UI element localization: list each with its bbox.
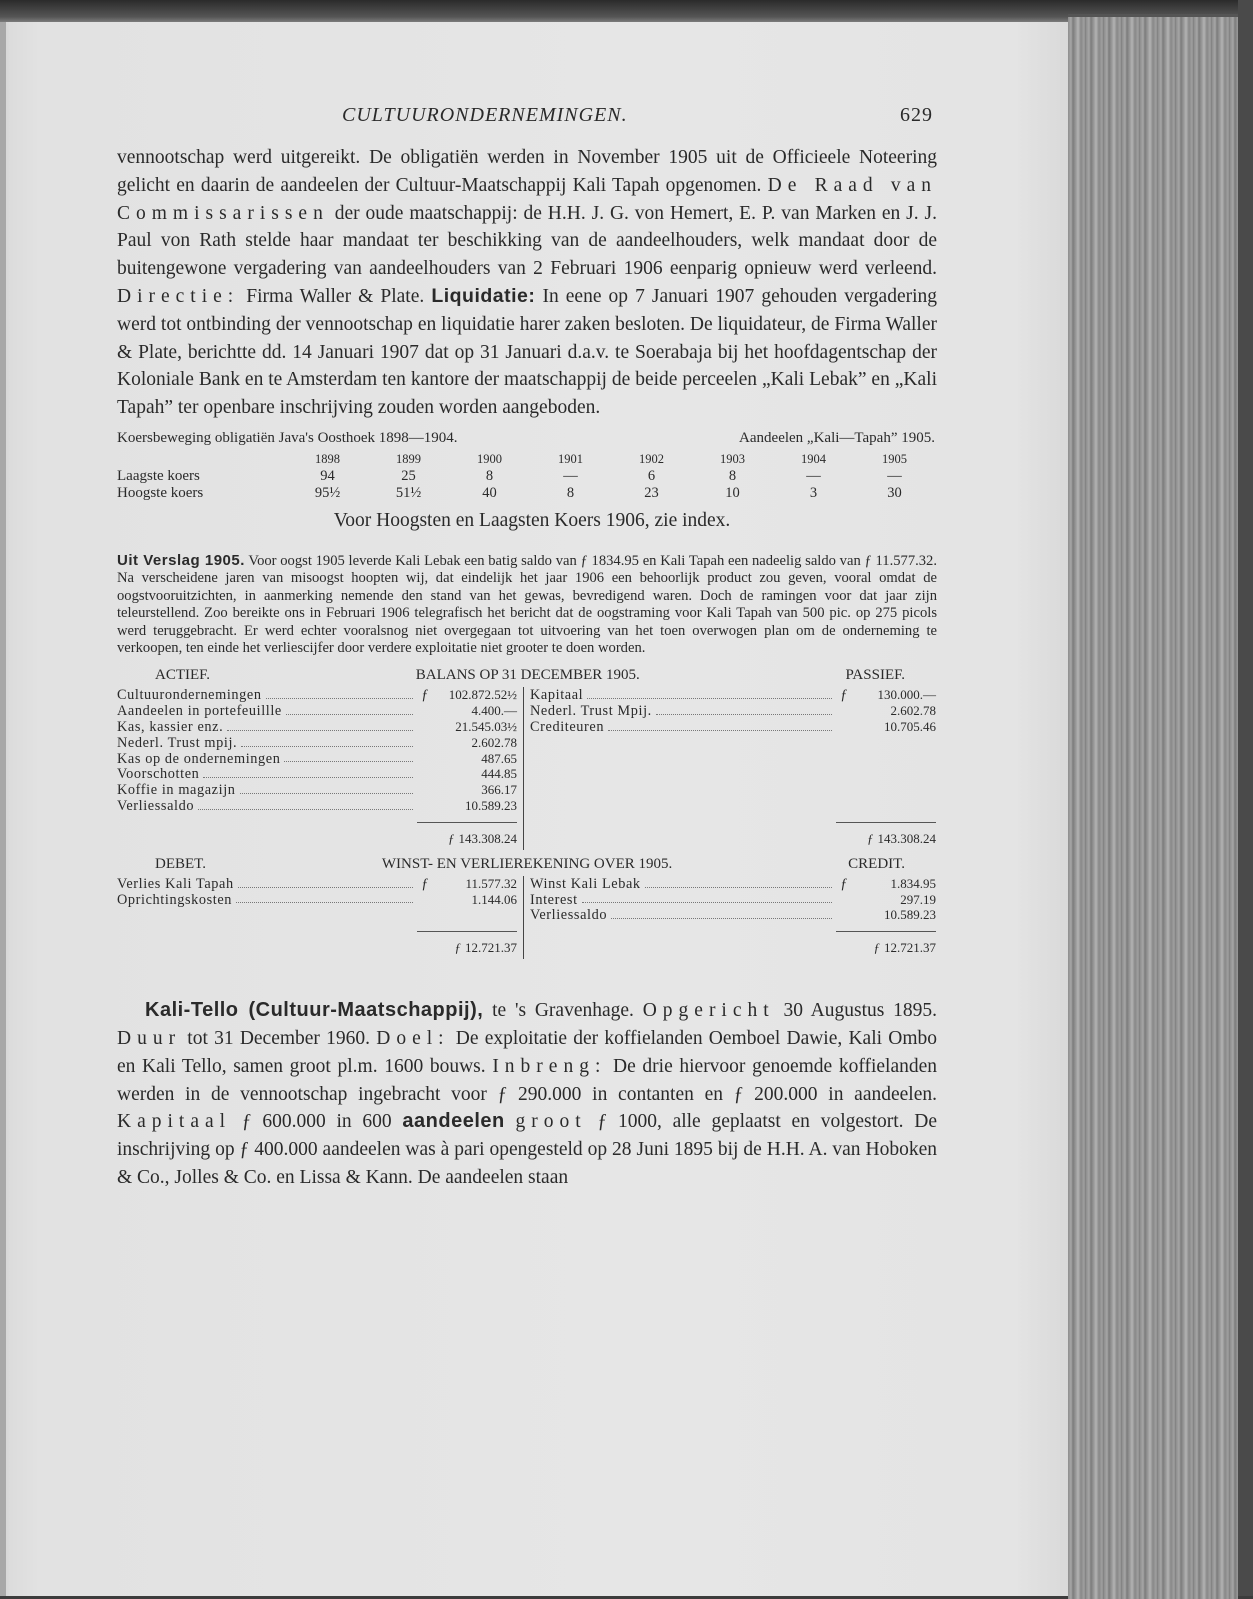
page-content <box>117 100 937 1192</box>
koers-cell: 30 <box>887 484 902 501</box>
report-1905 <box>117 552 937 657</box>
row-label: Laagste koers <box>117 467 200 484</box>
ledger-label: Koffie in magazijn <box>117 782 236 799</box>
year-cell: 1900 <box>477 451 502 466</box>
directie-text: Firma Waller & Plate. <box>246 285 425 307</box>
koers-cell: 40 <box>482 484 497 501</box>
actief-column <box>117 687 524 849</box>
kapitaal-text: ƒ 600.000 in 600 <box>241 1111 392 1133</box>
company-name: Kali-Tello (Cultuur-Maatschappij), <box>145 999 484 1022</box>
ledger-amount: 10.705.46 <box>884 719 936 734</box>
leader-dots <box>286 703 413 715</box>
ledger-amount: 102.872.52½ <box>448 687 517 703</box>
running-head <box>117 100 937 130</box>
liquidatie-text: In eene op 7 Januari 1907 gehouden vergadering werd tot ontbinding der vennootschap en liquidatie harer zaken besloten. De liquidateur, de Firma Waller & Plate, berichtte dd. 14 Januari 1907 dat op 31 Januari d.a.v. te Soerabaja bij het hoofdagentschap der Koloniale Bank en te Amsterdam ten kantore der maatschappij de beide perceelen „Kali Lebak” en „Kali Tapah” ter openbare inschrijving zouden worden aangeboden. <box>117 285 938 419</box>
ledger-row <box>117 719 517 735</box>
profit-loss-header <box>117 856 937 876</box>
koers-table <box>117 451 935 502</box>
total-amount: 143.308.24 <box>458 830 517 846</box>
balance-header <box>117 667 937 687</box>
running-title: CULTUURONDERNEMINGEN. <box>342 104 628 126</box>
ledger-row <box>117 892 517 908</box>
currency-symbol: ƒ <box>840 687 848 704</box>
ledger-label: Voorschotten <box>117 766 200 783</box>
page-number: 629 <box>900 104 933 126</box>
ledger-label: Verlies Kali Tapah <box>117 875 234 892</box>
credit-column <box>524 876 936 959</box>
passief-column <box>524 687 936 849</box>
ledger-total <box>117 828 517 850</box>
doel-text: De exploitatie der koffielanden Oemboel Dawie, Kali Ombo en Kali Tello, samen groot pl.m. 1600 bouws. <box>117 1027 938 1077</box>
ledger-row <box>530 892 936 908</box>
koers-cell: — <box>806 467 821 484</box>
scan-top-edge <box>0 0 1253 24</box>
inbreng-label: Inbreng: <box>492 1055 607 1077</box>
year-cell: 1905 <box>882 451 907 466</box>
leader-dots <box>582 892 832 904</box>
ledger-amount: 1.144.06 <box>471 891 517 907</box>
profit-loss-grid <box>117 876 937 959</box>
book-page-edges <box>1068 14 1238 1599</box>
ledger-label: Kas op de ondernemingen <box>117 750 281 767</box>
year-cell: 1904 <box>801 451 826 466</box>
koers-cell: 8 <box>728 467 737 484</box>
koers-cell: 95½ <box>314 484 341 501</box>
ledger-total <box>530 937 936 959</box>
leader-dots <box>611 907 832 919</box>
credit-heading: CREDIT. <box>848 855 905 872</box>
total-amount: 12.721.37 <box>884 940 936 956</box>
entry-kali-tello <box>117 997 937 1192</box>
koers-cell: 6 <box>647 467 656 484</box>
ledger-amount: 4.400.— <box>471 703 517 719</box>
ledger-row <box>117 703 517 719</box>
ledger-amount: 297.19 <box>900 891 936 907</box>
ledger-label: Crediteuren <box>530 719 605 735</box>
ledger-row <box>117 782 517 798</box>
ledger-label: Interest <box>530 891 578 908</box>
year-cell: 1903 <box>720 451 745 466</box>
rest-text: ƒ 1000, alle geplaatst en volgestort. De inschrijving op ƒ 400.000 aandeelen was à pari opengesteld op 28 Juni 1895 bij de H.H. A. van Hoboken & Co., Jolles & Co. en Lissa & Kann. De aandeelen staan <box>117 1111 938 1188</box>
total-amount: 143.308.24 <box>877 830 936 846</box>
ledger-amount: 2.602.78 <box>471 734 517 750</box>
ledger-row <box>117 687 517 703</box>
directie-label: Directie: <box>117 285 240 307</box>
currency-symbol: ƒ <box>448 830 455 846</box>
actief-heading: ACTIEF. <box>155 667 211 684</box>
kapitaal-label: Kapitaal <box>117 1111 232 1133</box>
duur-text: tot 31 December 1960. <box>187 1027 371 1049</box>
koers-cell: — <box>563 467 578 484</box>
ledger-label: Verliessaldo <box>117 797 195 814</box>
leader-dots <box>240 782 413 794</box>
koers-cell: 51½ <box>395 484 422 501</box>
leader-dots <box>203 766 413 778</box>
table-row <box>117 468 935 485</box>
koers-year-row <box>117 451 935 468</box>
leader-dots <box>645 876 832 888</box>
koers-cell: 25 <box>401 467 416 484</box>
leader-dots <box>587 687 832 699</box>
company-location: te 's Gravenhage. <box>492 1000 634 1022</box>
koers-cell: 94 <box>320 467 335 484</box>
ledger-amount: 2.602.78 <box>890 703 936 719</box>
ledger-amount: 21.545.03½ <box>455 719 517 734</box>
ledger-amount: 10.589.23 <box>884 907 936 923</box>
koers-cell: 8 <box>485 467 494 484</box>
sum-rule <box>530 923 936 937</box>
raad-label: De Raad van Commissarissen <box>117 174 938 224</box>
debet-column <box>117 876 524 959</box>
groot-label: groot <box>515 1111 587 1133</box>
ledger-amount: 11.577.32 <box>465 875 517 891</box>
ledger-amount: 130.000.— <box>877 687 936 703</box>
ledger-row <box>530 703 936 719</box>
ledger-amount: 444.85 <box>481 766 517 782</box>
ledger-label: Verliessaldo <box>530 907 608 924</box>
ledger-total <box>530 828 936 850</box>
liquidatie-label: Liquidatie: <box>431 284 536 307</box>
koers-cell: 23 <box>644 484 659 501</box>
ledger-label: Cultuurondernemingen <box>117 687 262 704</box>
ledger-label: Winst Kali Lebak <box>530 875 641 892</box>
ledger-amount: 10.589.23 <box>465 797 517 813</box>
profit-loss-account <box>117 856 937 959</box>
ledger-row <box>117 735 517 751</box>
ledger-amount: 487.65 <box>481 750 517 766</box>
koers-caption-right: Aandeelen „Kali—Tapah” 1905. <box>739 429 935 446</box>
ledger-row <box>530 687 936 703</box>
duur-label: Duur <box>117 1027 182 1049</box>
koers-caption <box>117 430 935 447</box>
total-amount: 12.721.37 <box>465 940 517 956</box>
book-cover-edge <box>1238 0 1253 1596</box>
leader-dots <box>656 703 832 715</box>
leader-dots <box>236 892 413 904</box>
leader-dots <box>238 876 413 888</box>
sum-rule <box>117 814 517 828</box>
row-label: Hoogste koers <box>117 484 204 501</box>
currency-symbol: ƒ <box>454 940 461 956</box>
ledger-row <box>117 798 517 814</box>
balance-grid <box>117 687 937 849</box>
doel-label: Doel: <box>376 1027 450 1049</box>
currency-symbol: ƒ <box>873 940 880 956</box>
year-cell: 1901 <box>558 451 583 466</box>
koers-cell: 8 <box>566 484 575 501</box>
ledger-label: Kapitaal <box>530 687 584 704</box>
ledger-total <box>117 937 517 959</box>
report-label: Uit Verslag 1905. <box>117 551 245 569</box>
opgericht-label: Opgericht <box>642 1000 775 1022</box>
balance-title: BALANS OP 31 DECEMBER 1905. <box>415 667 640 684</box>
koers-note: Voor Hoogsten en Laagsten Koers 1906, zie index. <box>333 509 731 531</box>
ledger-label: Kas, kassier enz. <box>117 719 224 735</box>
currency-symbol: ƒ <box>840 875 848 892</box>
leader-dots <box>266 687 413 699</box>
ledger-row <box>530 876 936 892</box>
year-cell: 1898 <box>315 451 340 466</box>
paragraph-lead: vennootschap werd uitgereikt. De obligatiën werden in November 1905 uit de Officieele Noteering gelicht en daarin de aandeelen der Cultuur-Maatschappij Kali Tapah opgenomen. <box>117 147 937 196</box>
inbreng-text: De drie hiervoor genoemde koffielanden werden in de vennootschap ingebracht voor ƒ 290.000 in contanten en ƒ 200.000 in aandeelen. <box>117 1055 938 1105</box>
ledger-row <box>530 907 936 923</box>
aandeelen-label: aandeelen <box>402 1110 505 1133</box>
ledger-label: Aandeelen in portefeuillle <box>117 703 282 720</box>
profit-loss-title: WINST- EN VERLIEREKENING OVER 1905. <box>381 855 673 872</box>
ledger-label: Nederl. Trust Mpij. <box>530 703 652 720</box>
currency-symbol: ƒ <box>421 687 429 704</box>
debet-heading: DEBET. <box>155 855 206 872</box>
leader-dots <box>241 735 413 747</box>
paragraph-kali-tapah <box>117 144 937 422</box>
page-gutter-shadow <box>0 22 6 1596</box>
ledger-label: Nederl. Trust mpij. <box>117 734 238 751</box>
report-text: Voor oogst 1905 leverde Kali Lebak een batig saldo van ƒ 1834.95 en Kali Tapah een nadeelig saldo van ƒ 11.577.32. Na verscheidene jaren van misoogst hoopten wij, dat eindelijk het jaar 1906 een behoorlijk product zou geven, vooral omdat de oogstvooruitzichten, in aanmerking nemende den stand van het gewas, bevredigend waren. Doch de ramingen voor dat jaar zijn teleurstellend. Zoo bereikte ons in Februari 1906 telegrafisch het bericht dat de oogstraming voor Kali Tapah van 500 pic. op 275 picols werd teruggebracht. Er werd echter vooralsnog niet overgegaan tot uitvoering van het toen overwogen plan om de onderneming te verkoopen, ten einde het verliescijfer door verdere exploitatie niet grooter te doen worden. <box>117 552 938 656</box>
balance-sheet <box>117 667 937 849</box>
ledger-label: Oprichtingskosten <box>117 891 233 908</box>
koers-cell: 10 <box>725 484 740 501</box>
koers-caption-left: Koersbeweging obligatiën Java's Oosthoek 1898—1904. <box>117 429 458 446</box>
table-row <box>117 485 935 502</box>
year-cell: 1899 <box>396 451 421 466</box>
currency-symbol: ƒ <box>421 875 429 892</box>
koers-table-section <box>117 430 937 532</box>
leader-dots <box>198 798 413 810</box>
ledger-amount: 366.17 <box>481 782 517 798</box>
ledger-row <box>117 876 517 892</box>
ledger-row <box>530 719 936 735</box>
ledger-row <box>117 766 517 782</box>
raad-text: der oude maatschappij: de H.H. J. G. von Hemert, E. P. van Marken en J. J. Paul von Rath stelde haar mandaat ter beschikking van de aandeelhouders, welk mandaat door de buitengewone vergadering van aandeelhouders van 2 Februari 1906 eenparig opnieuw werd verleend. <box>117 202 937 280</box>
currency-symbol: ƒ <box>867 830 874 846</box>
koers-cell: 3 <box>809 484 818 501</box>
year-cell: 1902 <box>639 451 664 466</box>
ledger-amount: 1.834.95 <box>890 875 936 891</box>
sum-rule <box>117 923 517 937</box>
sum-rule <box>530 814 936 828</box>
koers-cell: — <box>887 467 902 484</box>
opgericht-text: 30 Augustus 1895. <box>783 1000 938 1022</box>
leader-dots <box>608 719 832 731</box>
leader-dots <box>284 751 413 763</box>
leader-dots <box>227 719 413 731</box>
ledger-row <box>117 751 517 767</box>
passief-heading: PASSIEF. <box>845 667 905 684</box>
